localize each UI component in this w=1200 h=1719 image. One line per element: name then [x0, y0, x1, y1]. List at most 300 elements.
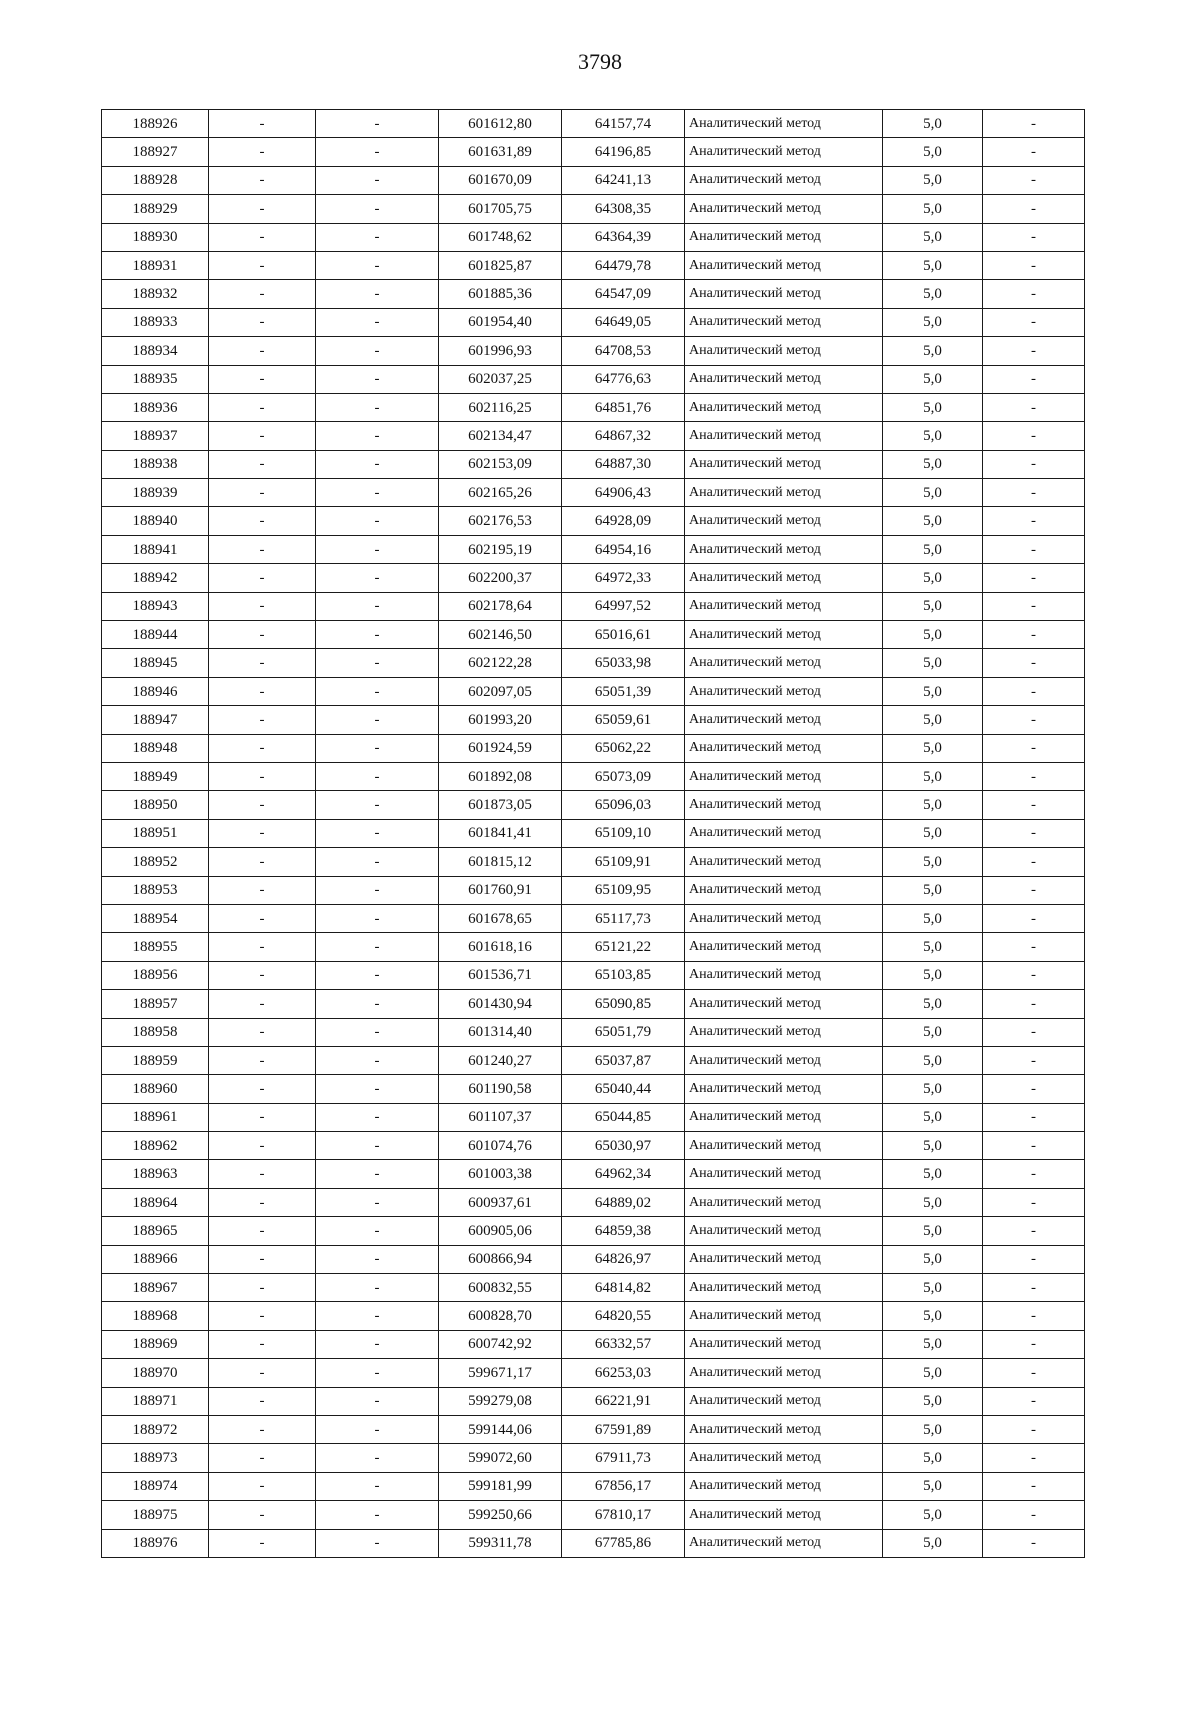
cell-col-2: - — [209, 1075, 316, 1103]
cell-col-2: - — [209, 904, 316, 932]
method: Аналитический метод — [685, 1132, 883, 1160]
cell-col-8: - — [983, 308, 1085, 336]
cell-col-8: - — [983, 251, 1085, 279]
accuracy: 5,0 — [883, 649, 983, 677]
cell-col-2: - — [209, 677, 316, 705]
coord-y: 65062,22 — [562, 734, 685, 762]
cell-col-3: - — [316, 990, 439, 1018]
table-row — [102, 308, 1085, 336]
coord-y: 64962,34 — [562, 1160, 685, 1188]
table-row — [102, 734, 1085, 762]
table-row — [102, 450, 1085, 478]
point-number: 188944 — [102, 621, 209, 649]
cell-col-2: - — [209, 138, 316, 166]
accuracy: 5,0 — [883, 422, 983, 450]
coord-y: 64814,82 — [562, 1274, 685, 1302]
table-row — [102, 1415, 1085, 1443]
coord-y: 65033,98 — [562, 649, 685, 677]
accuracy: 5,0 — [883, 1415, 983, 1443]
coord-x: 602146,50 — [439, 621, 562, 649]
table-row — [102, 1529, 1085, 1557]
method: Аналитический метод — [685, 961, 883, 989]
cell-col-8: - — [983, 621, 1085, 649]
cell-col-2: - — [209, 479, 316, 507]
point-number: 188964 — [102, 1188, 209, 1216]
cell-col-3: - — [316, 393, 439, 421]
cell-col-3: - — [316, 848, 439, 876]
table-row — [102, 961, 1085, 989]
accuracy: 5,0 — [883, 621, 983, 649]
point-number: 188967 — [102, 1274, 209, 1302]
coord-y: 65109,95 — [562, 876, 685, 904]
point-number: 188965 — [102, 1217, 209, 1245]
cell-col-8: - — [983, 1444, 1085, 1472]
accuracy: 5,0 — [883, 1387, 983, 1415]
cell-col-3: - — [316, 1501, 439, 1529]
coord-x: 602134,47 — [439, 422, 562, 450]
table-row — [102, 507, 1085, 535]
table-row — [102, 1188, 1085, 1216]
coord-y: 65109,91 — [562, 848, 685, 876]
cell-col-3: - — [316, 1075, 439, 1103]
cell-col-2: - — [209, 819, 316, 847]
point-number: 188930 — [102, 223, 209, 251]
table-row — [102, 337, 1085, 365]
cell-col-3: - — [316, 1160, 439, 1188]
coord-y: 64708,53 — [562, 337, 685, 365]
point-number: 188974 — [102, 1472, 209, 1500]
table-row — [102, 479, 1085, 507]
cell-col-2: - — [209, 564, 316, 592]
coord-y: 65051,39 — [562, 677, 685, 705]
cell-col-3: - — [316, 479, 439, 507]
cell-col-3: - — [316, 166, 439, 194]
coord-x: 601240,27 — [439, 1046, 562, 1074]
table-row — [102, 933, 1085, 961]
cell-col-2: - — [209, 990, 316, 1018]
cell-col-3: - — [316, 280, 439, 308]
cell-col-2: - — [209, 592, 316, 620]
point-number: 188957 — [102, 990, 209, 1018]
point-number: 188941 — [102, 535, 209, 563]
method: Аналитический метод — [685, 762, 883, 790]
coord-y: 65037,87 — [562, 1046, 685, 1074]
cell-col-8: - — [983, 848, 1085, 876]
point-number: 188947 — [102, 706, 209, 734]
coord-y: 67810,17 — [562, 1501, 685, 1529]
cell-col-3: - — [316, 1330, 439, 1358]
cell-col-8: - — [983, 1359, 1085, 1387]
coord-x: 602178,64 — [439, 592, 562, 620]
point-number: 188931 — [102, 251, 209, 279]
method: Аналитический метод — [685, 592, 883, 620]
table-row — [102, 1217, 1085, 1245]
coord-x: 602195,19 — [439, 535, 562, 563]
accuracy: 5,0 — [883, 507, 983, 535]
table-row — [102, 904, 1085, 932]
point-number: 188928 — [102, 166, 209, 194]
cell-col-3: - — [316, 1444, 439, 1472]
accuracy: 5,0 — [883, 1444, 983, 1472]
cell-col-8: - — [983, 564, 1085, 592]
cell-col-3: - — [316, 308, 439, 336]
point-number: 188966 — [102, 1245, 209, 1273]
method: Аналитический метод — [685, 422, 883, 450]
cell-col-8: - — [983, 1018, 1085, 1046]
coord-x: 601314,40 — [439, 1018, 562, 1046]
method: Аналитический метод — [685, 1529, 883, 1557]
cell-col-3: - — [316, 621, 439, 649]
coord-y: 64954,16 — [562, 535, 685, 563]
table-row — [102, 1160, 1085, 1188]
point-number: 188958 — [102, 1018, 209, 1046]
coord-y: 64867,32 — [562, 422, 685, 450]
coord-x: 601190,58 — [439, 1075, 562, 1103]
method: Аналитический метод — [685, 848, 883, 876]
coord-x: 601892,08 — [439, 762, 562, 790]
coord-y: 65121,22 — [562, 933, 685, 961]
method: Аналитический метод — [685, 734, 883, 762]
coord-x: 601678,65 — [439, 904, 562, 932]
cell-col-8: - — [983, 1274, 1085, 1302]
point-number: 188959 — [102, 1046, 209, 1074]
coordinates-table — [101, 109, 1085, 1558]
method: Аналитический метод — [685, 1415, 883, 1443]
cell-col-2: - — [209, 1274, 316, 1302]
table-row — [102, 195, 1085, 223]
method: Аналитический метод — [685, 1274, 883, 1302]
accuracy: 5,0 — [883, 1359, 983, 1387]
coord-y: 64649,05 — [562, 308, 685, 336]
coord-y: 66332,57 — [562, 1330, 685, 1358]
method: Аналитический метод — [685, 904, 883, 932]
cell-col-2: - — [209, 1529, 316, 1557]
cell-col-3: - — [316, 535, 439, 563]
accuracy: 5,0 — [883, 762, 983, 790]
cell-col-3: - — [316, 961, 439, 989]
cell-col-3: - — [316, 223, 439, 251]
cell-col-3: - — [316, 1415, 439, 1443]
cell-col-3: - — [316, 649, 439, 677]
cell-col-8: - — [983, 1415, 1085, 1443]
cell-col-3: - — [316, 1387, 439, 1415]
coord-y: 65044,85 — [562, 1103, 685, 1131]
table-row — [102, 649, 1085, 677]
coord-x: 601993,20 — [439, 706, 562, 734]
cell-col-8: - — [983, 138, 1085, 166]
method: Аналитический метод — [685, 649, 883, 677]
coord-x: 600905,06 — [439, 1217, 562, 1245]
method: Аналитический метод — [685, 1046, 883, 1074]
cell-col-8: - — [983, 876, 1085, 904]
coord-y: 66253,03 — [562, 1359, 685, 1387]
cell-col-2: - — [209, 649, 316, 677]
coord-x: 599072,60 — [439, 1444, 562, 1472]
point-number: 188950 — [102, 791, 209, 819]
point-number: 188929 — [102, 195, 209, 223]
cell-col-2: - — [209, 393, 316, 421]
coord-x: 602122,28 — [439, 649, 562, 677]
table-row — [102, 535, 1085, 563]
cell-col-3: - — [316, 138, 439, 166]
method: Аналитический метод — [685, 450, 883, 478]
coord-x: 600866,94 — [439, 1245, 562, 1273]
coord-y: 67856,17 — [562, 1472, 685, 1500]
cell-col-8: - — [983, 1529, 1085, 1557]
accuracy: 5,0 — [883, 1132, 983, 1160]
coord-y: 65051,79 — [562, 1018, 685, 1046]
point-number: 188961 — [102, 1103, 209, 1131]
cell-col-2: - — [209, 706, 316, 734]
cell-col-2: - — [209, 1217, 316, 1245]
coord-x: 602116,25 — [439, 393, 562, 421]
method: Аналитический метод — [685, 251, 883, 279]
table-row — [102, 393, 1085, 421]
cell-col-8: - — [983, 1132, 1085, 1160]
cell-col-8: - — [983, 706, 1085, 734]
coord-x: 602176,53 — [439, 507, 562, 535]
cell-col-2: - — [209, 223, 316, 251]
cell-col-3: - — [316, 251, 439, 279]
coord-x: 601631,89 — [439, 138, 562, 166]
cell-col-2: - — [209, 848, 316, 876]
cell-col-2: - — [209, 1415, 316, 1443]
accuracy: 5,0 — [883, 592, 983, 620]
coord-x: 599311,78 — [439, 1529, 562, 1557]
point-number: 188932 — [102, 280, 209, 308]
coord-y: 64997,52 — [562, 592, 685, 620]
cell-col-2: - — [209, 1444, 316, 1472]
method: Аналитический метод — [685, 365, 883, 393]
coord-y: 64547,09 — [562, 280, 685, 308]
accuracy: 5,0 — [883, 223, 983, 251]
coord-x: 601996,93 — [439, 337, 562, 365]
table-row — [102, 1501, 1085, 1529]
method: Аналитический метод — [685, 507, 883, 535]
cell-col-3: - — [316, 1529, 439, 1557]
method: Аналитический метод — [685, 1359, 883, 1387]
cell-col-8: - — [983, 762, 1085, 790]
method: Аналитический метод — [685, 1018, 883, 1046]
accuracy: 5,0 — [883, 166, 983, 194]
cell-col-8: - — [983, 195, 1085, 223]
cell-col-8: - — [983, 819, 1085, 847]
coord-y: 64364,39 — [562, 223, 685, 251]
coord-x: 600828,70 — [439, 1302, 562, 1330]
accuracy: 5,0 — [883, 1018, 983, 1046]
cell-col-8: - — [983, 1046, 1085, 1074]
coord-y: 64776,63 — [562, 365, 685, 393]
accuracy: 5,0 — [883, 1274, 983, 1302]
cell-col-3: - — [316, 1103, 439, 1131]
coord-x: 602200,37 — [439, 564, 562, 592]
accuracy: 5,0 — [883, 138, 983, 166]
accuracy: 5,0 — [883, 308, 983, 336]
method: Аналитический метод — [685, 1302, 883, 1330]
cell-col-8: - — [983, 337, 1085, 365]
point-number: 188976 — [102, 1529, 209, 1557]
cell-col-2: - — [209, 621, 316, 649]
cell-col-3: - — [316, 819, 439, 847]
table-row — [102, 848, 1085, 876]
accuracy: 5,0 — [883, 195, 983, 223]
coord-y: 64820,55 — [562, 1302, 685, 1330]
accuracy: 5,0 — [883, 791, 983, 819]
coord-y: 64928,09 — [562, 507, 685, 535]
coord-y: 64851,76 — [562, 393, 685, 421]
cell-col-2: - — [209, 1160, 316, 1188]
coord-x: 602037,25 — [439, 365, 562, 393]
cell-col-3: - — [316, 876, 439, 904]
method: Аналитический метод — [685, 535, 883, 563]
coord-y: 64889,02 — [562, 1188, 685, 1216]
coord-y: 64887,30 — [562, 450, 685, 478]
coord-x: 599279,08 — [439, 1387, 562, 1415]
method: Аналитический метод — [685, 223, 883, 251]
cell-col-2: - — [209, 1501, 316, 1529]
accuracy: 5,0 — [883, 848, 983, 876]
cell-col-8: - — [983, 1217, 1085, 1245]
coord-y: 64479,78 — [562, 251, 685, 279]
coord-y: 65059,61 — [562, 706, 685, 734]
method: Аналитический метод — [685, 337, 883, 365]
point-number: 188943 — [102, 592, 209, 620]
method: Аналитический метод — [685, 110, 883, 138]
cell-col-3: - — [316, 933, 439, 961]
cell-col-3: - — [316, 564, 439, 592]
point-number: 188935 — [102, 365, 209, 393]
method: Аналитический метод — [685, 1075, 883, 1103]
point-number: 188955 — [102, 933, 209, 961]
cell-col-8: - — [983, 649, 1085, 677]
table-row — [102, 1132, 1085, 1160]
accuracy: 5,0 — [883, 1472, 983, 1500]
table-row — [102, 1046, 1085, 1074]
point-number: 188937 — [102, 422, 209, 450]
cell-col-3: - — [316, 734, 439, 762]
accuracy: 5,0 — [883, 251, 983, 279]
table-row — [102, 1018, 1085, 1046]
point-number: 188926 — [102, 110, 209, 138]
point-number: 188936 — [102, 393, 209, 421]
cell-col-8: - — [983, 223, 1085, 251]
coord-y: 64906,43 — [562, 479, 685, 507]
point-number: 188968 — [102, 1302, 209, 1330]
accuracy: 5,0 — [883, 393, 983, 421]
coord-y: 64157,74 — [562, 110, 685, 138]
method: Аналитический метод — [685, 819, 883, 847]
cell-col-3: - — [316, 365, 439, 393]
coord-x: 602153,09 — [439, 450, 562, 478]
point-number: 188954 — [102, 904, 209, 932]
coordinates-table-body — [102, 110, 1085, 1558]
table-row — [102, 1472, 1085, 1500]
table-row — [102, 138, 1085, 166]
cell-col-8: - — [983, 450, 1085, 478]
accuracy: 5,0 — [883, 1302, 983, 1330]
point-number: 188953 — [102, 876, 209, 904]
table-row — [102, 592, 1085, 620]
point-number: 188942 — [102, 564, 209, 592]
cell-col-2: - — [209, 1132, 316, 1160]
table-row — [102, 166, 1085, 194]
point-number: 188952 — [102, 848, 209, 876]
point-number: 188933 — [102, 308, 209, 336]
method: Аналитический метод — [685, 195, 883, 223]
accuracy: 5,0 — [883, 1046, 983, 1074]
cell-col-2: - — [209, 195, 316, 223]
accuracy: 5,0 — [883, 337, 983, 365]
coord-y: 65096,03 — [562, 791, 685, 819]
cell-col-2: - — [209, 166, 316, 194]
page-number: 3798 — [578, 49, 622, 74]
coord-y: 65040,44 — [562, 1075, 685, 1103]
cell-col-2: - — [209, 365, 316, 393]
coord-x: 601924,59 — [439, 734, 562, 762]
coord-x: 601618,16 — [439, 933, 562, 961]
method: Аналитический метод — [685, 1188, 883, 1216]
cell-col-2: - — [209, 337, 316, 365]
method: Аналитический метод — [685, 876, 883, 904]
coord-x: 601670,09 — [439, 166, 562, 194]
cell-col-3: - — [316, 195, 439, 223]
accuracy: 5,0 — [883, 1330, 983, 1358]
coord-x: 601841,41 — [439, 819, 562, 847]
table-row — [102, 1359, 1085, 1387]
accuracy: 5,0 — [883, 1160, 983, 1188]
table-row — [102, 819, 1085, 847]
cell-col-3: - — [316, 791, 439, 819]
coord-x: 599181,99 — [439, 1472, 562, 1500]
accuracy: 5,0 — [883, 280, 983, 308]
table-row — [102, 1444, 1085, 1472]
cell-col-2: - — [209, 1046, 316, 1074]
coord-y: 64972,33 — [562, 564, 685, 592]
cell-col-3: - — [316, 1217, 439, 1245]
cell-col-8: - — [983, 1501, 1085, 1529]
accuracy: 5,0 — [883, 706, 983, 734]
cell-col-3: - — [316, 1472, 439, 1500]
method: Аналитический метод — [685, 933, 883, 961]
cell-col-2: - — [209, 110, 316, 138]
accuracy: 5,0 — [883, 1529, 983, 1557]
coord-x: 601074,76 — [439, 1132, 562, 1160]
table-row — [102, 621, 1085, 649]
coord-x: 601430,94 — [439, 990, 562, 1018]
cell-col-2: - — [209, 762, 316, 790]
table-row — [102, 280, 1085, 308]
method: Аналитический метод — [685, 1160, 883, 1188]
cell-col-8: - — [983, 904, 1085, 932]
table-row — [102, 1103, 1085, 1131]
point-number: 188973 — [102, 1444, 209, 1472]
accuracy: 5,0 — [883, 479, 983, 507]
table-row — [102, 1330, 1085, 1358]
coord-x: 601003,38 — [439, 1160, 562, 1188]
accuracy: 5,0 — [883, 110, 983, 138]
table-row — [102, 223, 1085, 251]
cell-col-8: - — [983, 1302, 1085, 1330]
coord-x: 601612,80 — [439, 110, 562, 138]
cell-col-3: - — [316, 337, 439, 365]
cell-col-2: - — [209, 961, 316, 989]
table-row — [102, 365, 1085, 393]
point-number: 188939 — [102, 479, 209, 507]
cell-col-8: - — [983, 734, 1085, 762]
cell-col-3: - — [316, 110, 439, 138]
cell-col-8: - — [983, 791, 1085, 819]
coord-x: 599144,06 — [439, 1415, 562, 1443]
